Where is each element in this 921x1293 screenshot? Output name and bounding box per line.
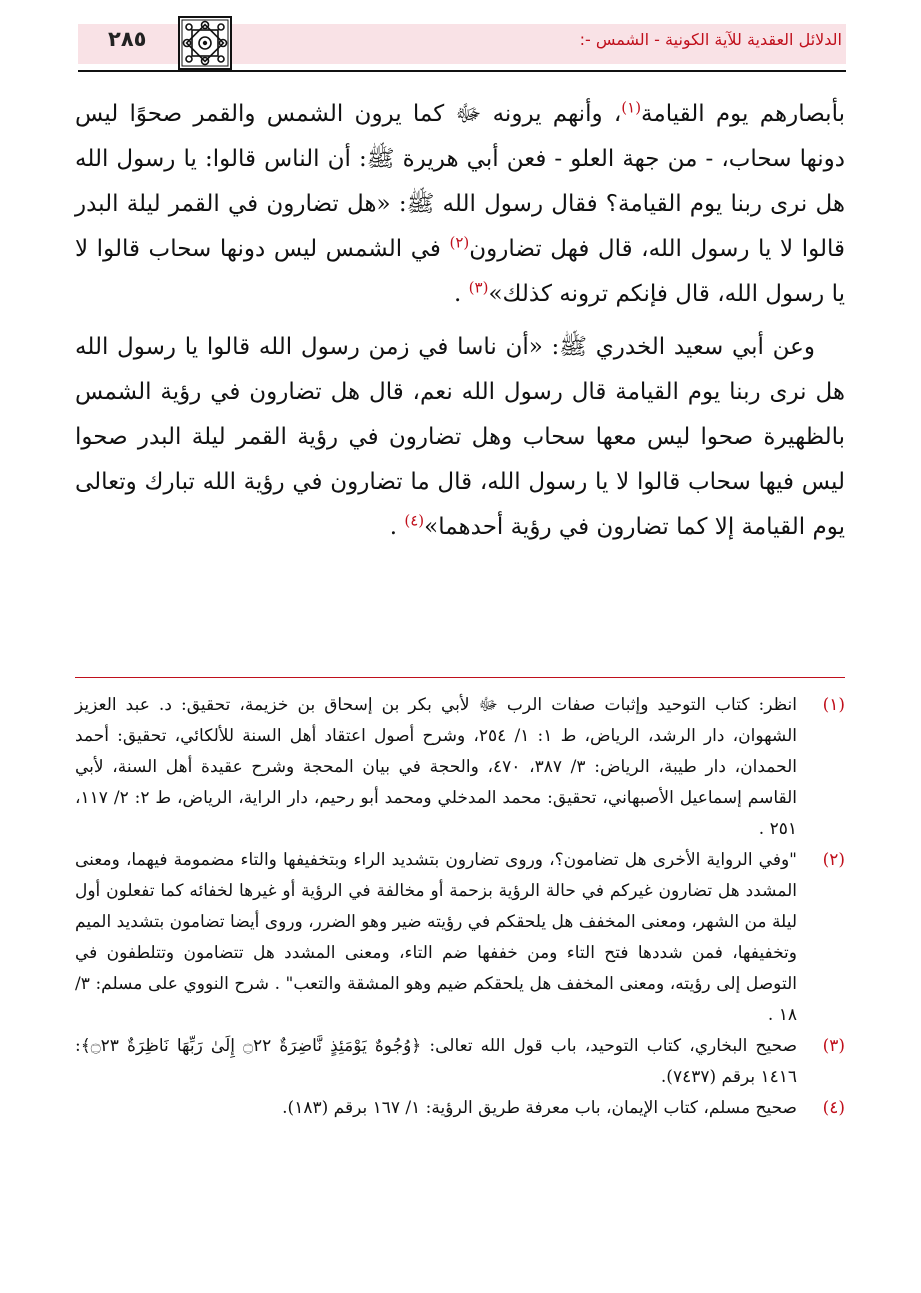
footnote-3	[75, 1031, 845, 1093]
running-title: الدلائل العقدية للآية الكونية - الشمس -:	[579, 30, 842, 49]
page-header	[78, 16, 846, 74]
footnote-number: (١)	[822, 695, 845, 715]
main-text	[75, 92, 845, 550]
page-number: ٢٨٥	[108, 27, 147, 51]
geometric-ornament-icon	[178, 16, 232, 70]
footnote-4	[75, 1093, 845, 1124]
text-segment: بأبصارهم يوم القيامة	[641, 101, 845, 127]
footnote-text: انظر: كتاب التوحيد وإثبات صفات الرب ﷻ لأبي بكر بن إسحاق بن خزيمة، تحقيق: د. عبد العزيز الشهوان، دار الرشد، الرياض، ط ١: ١/ ٢٥٤، وشرح أصول اعتقاد أهل السنة للألكائي، تحقيق: أحمد الحمدان، دار طيبة، الرياض: ٣/ ٣٨٧، ٤٧٠، والحجة في بيان المحجة وشرح عقيدة أهل السنة، لأبي القاسم إسماعيل الأصبهاني، تحقيق: محمد المدخلي ومحمد أبو رحيم، دار الراية، الرياض، ط ٢: ٢/ ١١٧، ٢٥١ .	[75, 695, 798, 839]
text-segment: ، وأنهم يرونه ﷻ كما يرون الشمس والقمر صحوًا ليس دونها سحاب، - من جهة العلو - فعن أبي هريرة ﷺ: أن الناس قالوا: يا رسول الله هل نرى ربنا يوم القيامة؟ فقال رسول الله ﷺ: «هل تضارون في القمر ليلة البدر قالوا لا يا رسول الله، قال فهل تضارون	[75, 101, 845, 262]
paragraph-1	[75, 92, 845, 317]
text-segment: وعن أبي سعيد الخدري ﷺ: «أن ناسا في زمن رسول الله قالوا يا رسول الله هل نرى ربنا يوم القيامة قال رسول الله نعم، قال هل تضارون في رؤية الشمس بالظهيرة صحوا ليس معها سحاب وهل تضارون في رؤية القمر ليلة البدر صحوا ليس فيها سحاب قالوا لا يا رسول الله، قال ما تضارون في رؤية الله تبارك وتعالى يوم القيامة إلا كما تضارون في رؤية أحدهما»	[75, 334, 845, 540]
text-segment: .	[389, 514, 405, 540]
footnote-text: صحيح البخاري، كتاب التوحيد، باب قول الله تعالى:	[421, 1036, 798, 1056]
text-segment: في الشمس ليس دونها سحاب قالوا لا يا رسول الله، قال فإنكم ترونه كذلك»	[75, 236, 845, 307]
footnote-text: : ١٤١٦ برقم (٧٤٣٧).	[75, 1036, 797, 1087]
footnote-text: صحيح مسلم، كتاب الإيمان، باب معرفة طريق الرؤية: ١/ ١٦٧ برقم (١٨٣).	[282, 1098, 797, 1118]
text-segment: .	[454, 281, 469, 307]
footnote-ref-3[interactable]: (٣)	[468, 278, 489, 297]
quran-verse: ﴿وُجُوهٌ يَوْمَئِذٍ نَّاضِرَةٌ ۝٢٢ إِلَىٰ رَبِّهَا نَاظِرَةٌ ۝٢٣﴾	[80, 1036, 422, 1056]
footnote-ref-4[interactable]: (٤)	[404, 511, 425, 530]
footnote-text: "وفي الرواية الأخرى هل تضامون؟، وروى تضارون بتشديد الراء وبتخفيفها والتاء مضمومة فيهما، ومعنى المشدد هل تضارون غيركم في حالة الرؤية بزحمة أو مخالفة في الرؤية أو غيرها لخفائه كما تفعلون أول ليلة من الشهر، ومعنى المخفف هل يلحقكم في رؤيته ضير وهو الضرر، وروى أيضا تضامون بتشديد الميم وتخفيفها، فمن شددها فتح التاء ومن خففها ضم التاء، ومعنى المشدد هل تتضامون وتتلطفون في التوصل إلى رؤيته، ومعنى المخفف هل يلحقكم ضيم وهو المشقة والتعب" . شرح النووي على مسلم: ٣/ ١٨ .	[75, 850, 797, 1025]
paragraph-2	[75, 325, 845, 550]
footnote-1	[75, 690, 845, 845]
footnote-number: (٢)	[822, 850, 845, 870]
footnote-separator	[75, 677, 845, 678]
footnote-number: (٤)	[822, 1098, 845, 1118]
footnotes	[75, 690, 845, 1124]
footnote-ref-2[interactable]: (٢)	[449, 233, 470, 252]
header-rule	[78, 70, 846, 72]
footnote-ref-1[interactable]: (١)	[621, 98, 642, 117]
footnote-2	[75, 845, 845, 1031]
footnote-number: (٣)	[822, 1036, 845, 1056]
